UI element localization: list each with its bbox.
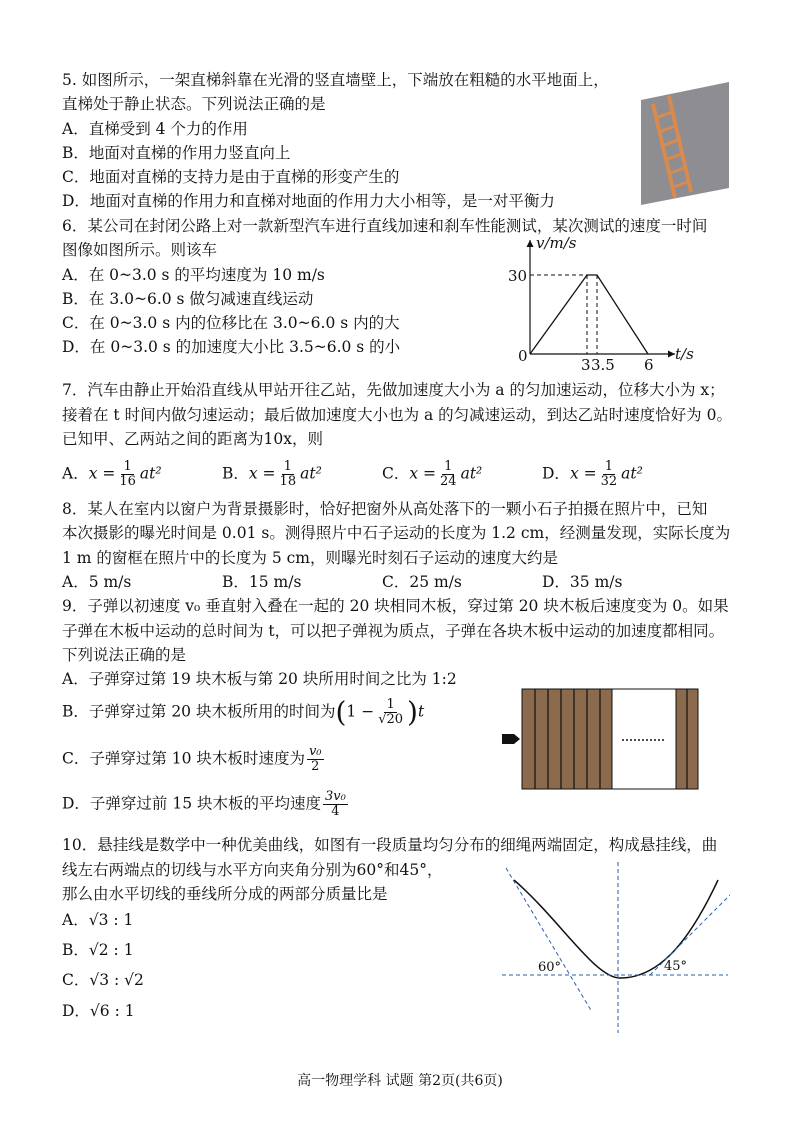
q10-stem-line2: 线左右两端点的切线与水平方向夹角分别为60°和45°， — [62, 861, 443, 879]
origin-label: 0 — [518, 347, 528, 365]
angle-left-label: 60° — [538, 960, 562, 975]
q8-option-a: A．5 m/s — [62, 573, 132, 591]
q8-stem-line1: 8．某人在室内以窗户为背景摄影时，恰好把窗外从高处落下的一颗小石子拍摄在照片中，已知 — [62, 500, 708, 518]
q9-stem-line3: 下列说法正确的是 — [62, 646, 187, 664]
q7-stem-line1: 7．汽车由静止开始沿直线从甲站开往乙站，先做加速度大小为 a 的匀加速运动，位移大小为 x； — [62, 381, 725, 399]
q5-option-d: D．地面对直梯的作用力和直梯对地面的作用力大小相等，是一对平衡力 — [62, 192, 555, 210]
vt-dashed-guides — [530, 275, 597, 354]
q5-option-c: C．地面对直梯的支持力是由于直梯的形变产生的 — [62, 168, 400, 186]
q8-option-d: D．35 m/s — [542, 573, 623, 591]
q6-option-b: B．在 3.0~6.0 s 做匀减速直线运动 — [62, 290, 314, 308]
q7-stem-line3: 已知甲、乙两站之间的距离为10x，则 — [62, 430, 323, 448]
q7-option-a: A．x = $\frac{1}{16}$ at² — [62, 459, 162, 489]
q8-stem-line3: 1 m 的窗框在照片中的长度为 5 cm，则曝光时刻石子运动的速度大约是 — [62, 549, 559, 567]
right-tangent-line — [650, 893, 730, 975]
q7-option-c: C．x = $\frac{1}{24}$ at² — [382, 459, 483, 489]
q6-stem-line1: 6．某公司在封闭公路上对一款新型汽车进行直线加速和刹车性能测试，某次测试的速度一时间 — [62, 217, 708, 235]
q10-option-c: C．√3 : √2 — [62, 971, 144, 989]
vt-curve — [530, 275, 648, 354]
q9-stem-line1: 9．子弹以初速度 v₀ 垂直射入叠在一起的 20 块相同木板，穿过第 20 块木板后速度变为 0。如果 — [62, 597, 729, 615]
q9-option-b: B．子弹穿过第 20 块木板所用的时间为(1 − $\frac{1}{√20}$ )t — [62, 695, 425, 729]
q9-option-c: C．子弹穿过第 10 块木板时速度为 $\frac{\text{v₀}}{2}$ — [62, 744, 322, 774]
q6-option-a: A．在 0~3.0 s 的平均速度为 10 m/s — [62, 266, 325, 284]
q8-option-c: C．25 m/s — [382, 573, 462, 591]
q6-option-c: C．在 0~3.0 s 内的位移比在 3.0~6.0 s 内的大 — [62, 314, 400, 332]
x-axis-label: t/s — [675, 345, 694, 363]
q7-option-d: D．x = $\frac{1}{32}$ at² — [542, 459, 643, 489]
wall — [641, 82, 729, 205]
q5-option-b: B．地面对直梯的作用力竖直向上 — [62, 144, 291, 162]
wood-boards-figure — [500, 688, 700, 790]
q5-option-a: A．直梯受到 4 个力的作用 — [62, 120, 248, 138]
x-tick-3-5: 3.5 — [591, 356, 615, 374]
q7-stem-line2: 接着在 t 时间内做匀速运动；最后做加速度大小也为 a 的匀减速运动，到达乙站时速度恰好为 0。 — [62, 406, 732, 424]
q6-option-d: D．在 0~3.0 s 的加速度大小比 3.5~6.0 s 的小 — [62, 338, 401, 356]
vt-graph — [500, 232, 700, 372]
angle-right-label: 45° — [664, 959, 688, 974]
boards-gap — [612, 689, 676, 789]
q10-stem-line1: 10．悬挂线是数学中一种优美曲线，如图有一段质量均匀分布的细绳两端固定，构成悬挂线，曲 — [62, 836, 718, 854]
q10-option-b: B．√2 : 1 — [62, 941, 134, 959]
q10-stem-line3: 那么由水平切线的垂线所分成的两部分质量比是 — [62, 885, 388, 903]
q5-stem-line1: 5. 如图所示，一架直梯斜靠在光滑的竖直墙壁上，下端放在粗糙的水平地面上， — [62, 71, 609, 89]
bullet — [502, 734, 520, 744]
q9-option-a: A．子弹穿过第 19 块木板与第 20 块所用时间之比为 1:2 — [62, 670, 457, 688]
catenary-figure — [500, 860, 730, 1035]
ladder-figure — [625, 80, 735, 205]
left-tangent-line — [506, 868, 592, 1012]
q7-option-b: B．x = $\frac{1}{18}$ at² — [222, 459, 322, 489]
q10-option-a: A．√3 : 1 — [62, 911, 134, 929]
q10-option-d: D．√6 : 1 — [62, 1002, 135, 1020]
q8-stem-line2: 本次摄影的曝光时间是 0.01 s。测得照片中石子运动的长度为 1.2 cm，经测量发现，实际长度为 — [62, 524, 731, 542]
y-axis-label: v/m/s — [536, 234, 577, 252]
q8-option-b: B．15 m/s — [222, 573, 302, 591]
y-tick-30: 30 — [508, 267, 528, 285]
q9-option-d: D．子弹穿过前 15 块木板的平均速度 $\frac{\text{3v₀}}{4}$ — [62, 789, 346, 819]
page-footer: 高一物理学科 试题 第2页(共6页) — [297, 1073, 503, 1089]
q6-stem-line2: 图像如图所示。则该车 — [62, 241, 218, 259]
x-tick-3: 3 — [581, 356, 591, 374]
q5-stem-line2: 直梯处于静止状态。下列说法正确的是 — [62, 95, 326, 113]
x-tick-6: 6 — [644, 356, 654, 374]
q9-stem-line2: 子弹在木板中运动的总时间为 t，可以把子弹视为质点，子弹在各块木板中运动的加速度都相同。 — [62, 622, 725, 640]
